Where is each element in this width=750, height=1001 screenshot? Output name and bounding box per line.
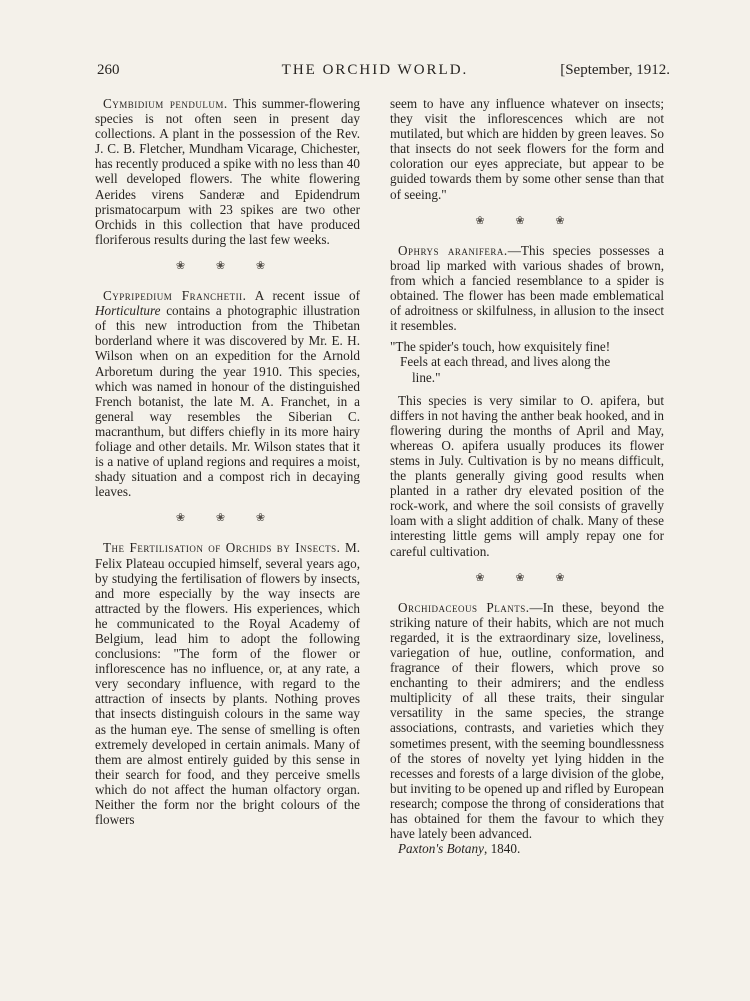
article-fertilisation	[95, 540, 360, 827]
article-body: contains a photographic illustration of this new introduction from the Thibetan borderland where it was discovered by Mr. E. H. Wilson when on an expedition for the Arnold Arboretum during the year 1910. This species, which was named in honour of the distinguished French botanist, the late M. A. Franchet, in a general way resembles the Siberian C. macranthum, but differs chiefly in its more hairy foliage and other details. Mr. Wilson states that it is a native of upland regions and requires a moist, shady situation and a compost rich in decaying leaves.	[95, 303, 360, 500]
page-number: 260	[97, 62, 120, 78]
left-column	[95, 96, 360, 827]
section-ornament: ❀ ❀ ❀	[175, 512, 280, 525]
running-title: THE ORCHID WORLD.	[281, 62, 469, 78]
source-title: Paxton's Botany	[398, 841, 484, 857]
page-header	[0, 62, 750, 82]
source-citation	[390, 841, 664, 856]
article-cymbidium	[95, 96, 360, 247]
article-body: —This species possesses a broad lip marked with various shades of brown, from which a fancied resemblance to a spider is obtained. The flower has been made emblematical of adroitness or skilfulness, in allusion to the insect it resembles.	[390, 242, 665, 334]
quote-line: line."	[412, 369, 441, 385]
article-body: This summer-flowering species is not often seen in present day collections. A plant in the possession of the Rev. J. C. B. Fletcher, Mundham Vicarage, Chichester, has recently produced a spike with no less than 40 well developed flowers. The white flowering Aerides virens Sanderæ and Epidendrum prismatocarpum with 23 spikes are two other Orchids in this collection that have produced floriferous results during the last few weeks.	[95, 96, 361, 247]
article-cypripedium	[95, 288, 360, 499]
article-body: This species is very similar to O. apifera, but differs in not having the anther beak hooked, and in flowering during the months of April and May, whereas O. apifera usually produces its flower stems in July. Cultivation is by no means difficult, the plants generally giving good results when planted in a rather dry elevated position of the rock-work, and where the soil consists of gravelly loam with a slight addition of chalk. Many of these interesting little gems will amply repay one for careful cultivation.	[390, 392, 664, 559]
article-title: Orchidaceous Plants.	[398, 599, 530, 615]
issue-date: [September, 1912.	[560, 62, 670, 78]
right-column	[390, 96, 664, 856]
article-orchidaceous	[390, 600, 664, 842]
poem-quote	[390, 339, 664, 384]
continued-text: seem to have any influence whatever on insects; they visit the inflorescences which are not mutilated, but which are hidden by green leaves. So that insects do not seek flowers for the form and coloration our eyes appreciate, but appear to be guided towards them by some other sense than that of seeing."	[390, 96, 664, 202]
article-ophrys	[390, 243, 664, 334]
quote-line: "The spider's touch, how exquisitely fine!	[390, 339, 611, 355]
article-body: —In these, beyond the striking nature of their habits, which are not much regarded, it is the extraordinary size, loveliness, variegation of hue, outline, conformation, and fragrance of their flowers, which prove so enchanting to their admirers; and the endless multiplicity of all these traits, their singular versatility in the same species, the strange associations, contrasts, and varieties which they sometimes present, with the seeming boundlessness of the stores of novelty yet lying hidden in the recesses and forests of a large division of the globe, but inviting to be opened up and rifled by European research; compose the throng of considerations that has obtained for them the favour to which they have lately been advanced.	[390, 599, 664, 842]
section-ornament: ❀ ❀ ❀	[475, 571, 579, 584]
article-title: The Fertilisation of Orchids by Insects.	[103, 540, 341, 556]
article-body: A recent issue of	[254, 288, 360, 304]
section-ornament: ❀ ❀ ❀	[475, 214, 579, 227]
quote-line: Feels at each thread, and lives along the	[400, 354, 611, 370]
section-ornament: ❀ ❀ ❀	[175, 259, 280, 272]
article-title: Cypripedium Franchetii.	[103, 288, 247, 304]
article-title: Ophrys aranifera.	[398, 242, 508, 258]
article-title: Cymbidium pendulum.	[103, 96, 228, 111]
italic-publication: Horticulture	[95, 303, 161, 319]
article-body: M. Felix Plateau occupied himself, several years ago, by studying the fertilisation of flowers by insects, and more especially by the way insects are attracted by the flowers. His experiences, which he communicated to the Royal Academy of Belgium, lead him to adopt the following conclusions: "The form of the flower or inflorescence has no influence, or, at any rate, a very secondary influence, with regard to the attraction of insects by plants. Nothing proves that insects distinguish colours in the same way as the human eye. The sense of smelling is often extremely developed in certain animals. Many of them are almost entirely guided by this sense in their search for food, and they perceive smells which do not affect the human olfactory organ. Neither the form nor the bright colours of the flowers	[95, 540, 360, 828]
source-year: , 1840.	[483, 841, 521, 857]
